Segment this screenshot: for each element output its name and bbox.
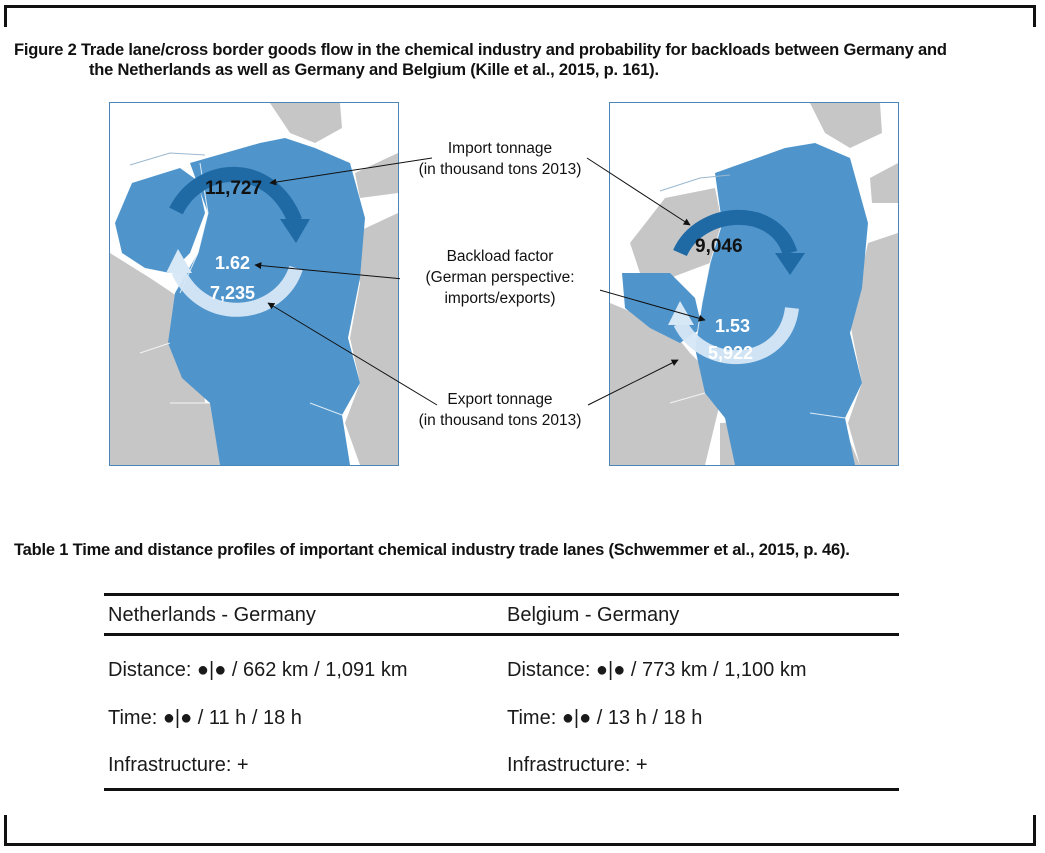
table-row-infrastructure [104,742,899,790]
cell-time-netherlands: Time: ●|● / 11 h / 18 h [108,706,302,729]
cell-time-belgium: Time: ●|● / 13 h / 18 h [507,706,703,729]
backload-leader-right [582,285,705,320]
export-tonnage-label [400,389,600,431]
cell-distance-belgium: Distance: ●|● / 773 km / 1,100 km [507,658,807,681]
export-tonnage-value-nl: 7,235 [210,283,256,303]
import-leader-right [587,158,690,225]
figure-caption-line1: Figure 2 Trade lane/cross border goods flow in the chemical industry and probability for backloads between Germany and [14,41,947,59]
backload-leader-left [255,265,414,280]
cell-distance-netherlands: Distance: ●|● / 662 km / 1,091 km [108,658,408,681]
cell-infrastructure-belgium: Infrastructure: + [503,742,899,790]
export-tonnage-value-be: 5,922 [708,343,754,363]
import-label-line1: Import tonnage [447,140,553,157]
table-caption: Table 1 Time and distance profiles of important chemical industry trade lanes (Schwemmer et al., 2015, p. 46). [14,541,850,559]
export-leader-right [588,360,678,405]
table-header-row [104,595,899,635]
backload-label-line2: (German perspective: [425,269,575,286]
backload-label-line1: Backload factor [446,248,554,265]
column-header-belgium: Belgium - Germany [503,595,899,635]
figure-caption-line2: the Netherlands as well as Germany and Belgium (Kille et al., 2015, p. 161). [89,61,659,79]
column-header-netherlands: Netherlands - Germany [104,595,503,635]
import-tonnage-label [400,138,600,180]
backload-label-line3: imports/exports) [444,290,556,307]
trade-lane-table [104,593,899,791]
export-label-line1: Export tonnage [447,391,553,408]
table-row-distance [104,635,899,695]
backload-factor-value-nl: 1.62 [215,253,251,273]
cell-infrastructure-netherlands: Infrastructure: + [104,742,503,790]
import-tonnage-value-be: 9,046 [695,236,743,257]
backload-factor-value-be: 1.53 [715,316,751,336]
export-label-line2: (in thousand tons 2013) [418,412,582,429]
import-label-line2: (in thousand tons 2013) [418,161,582,178]
table-row-time [104,694,899,742]
backload-factor-label [400,246,600,309]
import-tonnage-value-nl: 11,727 [205,178,263,199]
